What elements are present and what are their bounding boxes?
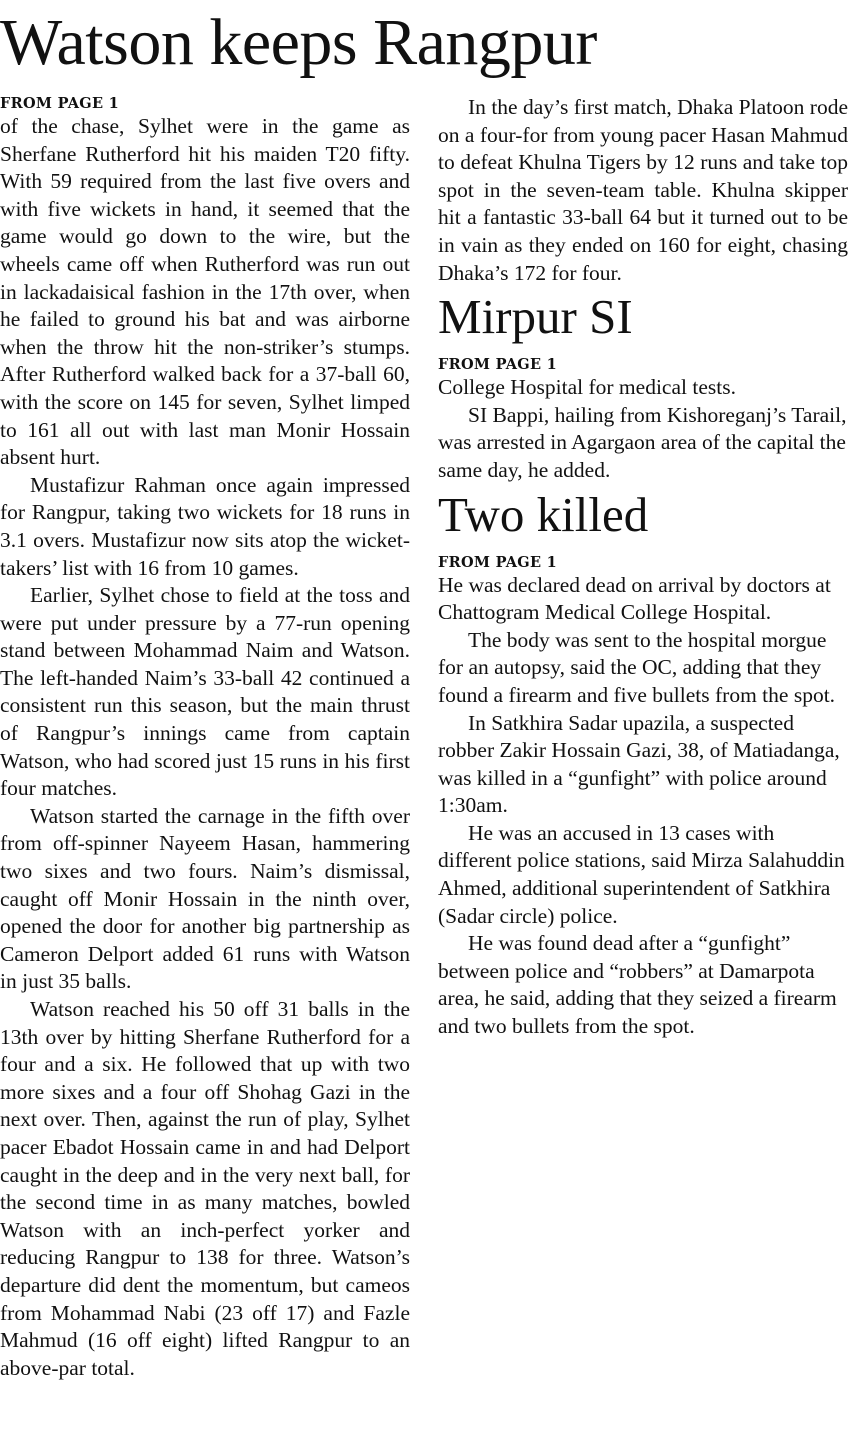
mirpur-paragraph-1: College Hospital for medical tests.	[438, 375, 736, 400]
two-killed-paragraph-1: He was declared dead on arrival by doctors at Chattogram Medical College Hospital.	[438, 572, 831, 625]
two-killed-jump-label: FROM PAGE 1	[438, 553, 558, 571]
watson-paragraph-4: Watson started the carnage in the fifth over from off-spinner Nayeem Hasan, hammering two sixes and two fours. Naim’s dismissal, caught off Monir Hossain in the ninth over, opened the door for another big partnership as Cameron Delport added 61 runs with Watson in just 35 balls.	[0, 803, 410, 994]
left-column	[0, 94, 410, 1382]
two-killed-paragraph-3: In Satkhira Sadar upazila, a suspected robber Zakir Hossain Gazi, 38, of Matiadanga, was killed in a “gunfight” with police around 1:30am.	[438, 710, 840, 818]
two-killed-paragraph-2: The body was sent to the hospital morgue for an autopsy, said the OC, adding that they found a firearm and five bullets from the spot.	[438, 627, 836, 707]
mirpur-headline: Mirpur SI	[438, 289, 633, 345]
watson-paragraph-6: In the day’s first match, Dhaka Platoon rode on a four-for from young pacer Hasan Mahmud to defeat Khulna Tigers by 12 runs and take top spot in the seven-team table. Khulna skipper hit a fantastic 33-ball 64 but it turned out to be in vain as they ended on 160 for eight, chasing Dhaka’s 172 for four.	[438, 95, 848, 285]
two-killed-paragraph-5: He was found dead after a “gunfight” between police and “robbers” at Damarpota area, he said, adding that they seized a firearm and two bullets from the spot.	[438, 931, 837, 1039]
watson-paragraph-3: Earlier, Sylhet chose to field at the toss and were put under pressure by a 77-run opening stand between Mohammad Naim and Watson. The left-handed Naim’s 33-ball 42 continued a consistent run this season, but the main thrust of Rangpur’s innings came from captain Watson, who had scored just 15 runs in his first four matches.	[0, 583, 410, 801]
mirpur-paragraph-2: SI Bappi, hailing from Kishoreganj’s Tarail, was arrested in Agargaon area of the capital the same day, he added.	[438, 402, 847, 482]
two-killed-paragraph-4: He was an accused in 13 cases with different police stations, said Mirza Salahuddin Ahmed, additional superintendent of Satkhira (Sadar circle) police.	[438, 820, 845, 928]
right-column	[438, 94, 848, 1041]
mirpur-jump-label: FROM PAGE 1	[438, 356, 558, 374]
two-killed-headline: Two killed	[438, 486, 649, 542]
main-headline: Watson keeps Rangpur	[0, 6, 597, 79]
watson-jump-label: FROM PAGE 1	[0, 95, 120, 112]
watson-paragraph-5-part-1: Watson reached his 50 off 31 balls in the 13th over by hitting Sherfane Rutherford for a four and a six. He followed that up with two more sixes and a four off Shohag Gazi in the next over. Then, against the run of play, Sylhet pacer Ebadot Hossain came in and had Delport caught in the deep and in the very next ball, for the second time in as many matches, bowled Watson with an inch-perfect yorker and reducing Rangpur to 138 for three. Watson’s departure did dent the momentum, but cameos from Mohammad Nabi (23 off 17) and Fazle Mahmud (16 off eight) lifted Rangpur to an above-par total.	[0, 997, 410, 1380]
watson-paragraph-1: of the chase, Sylhet were in the game as Sherfane Rutherford hit his maiden T20 fifty. With 59 required from the last five overs and with five wickets in hand, it seemed that the game would go down to the wire, but the wheels came off when Rutherford was run out in lackadaisical fashion in the 17th over, when he failed to ground his bat and was airborne when the throw hit the non-striker’s stumps. After Rutherford walked back for a 37-ball 60, with the score on 145 for seven, Sylhet limped to 161 all out with last man Monir Hossain absent hurt.	[0, 114, 410, 470]
watson-paragraph-2: Mustafizur Rahman once again impressed for Rangpur, taking two wickets for 18 runs in 3.1 overs. Mustafizur now sits atop the wicket-takers’ list with 16 from 10 games.	[0, 472, 410, 580]
